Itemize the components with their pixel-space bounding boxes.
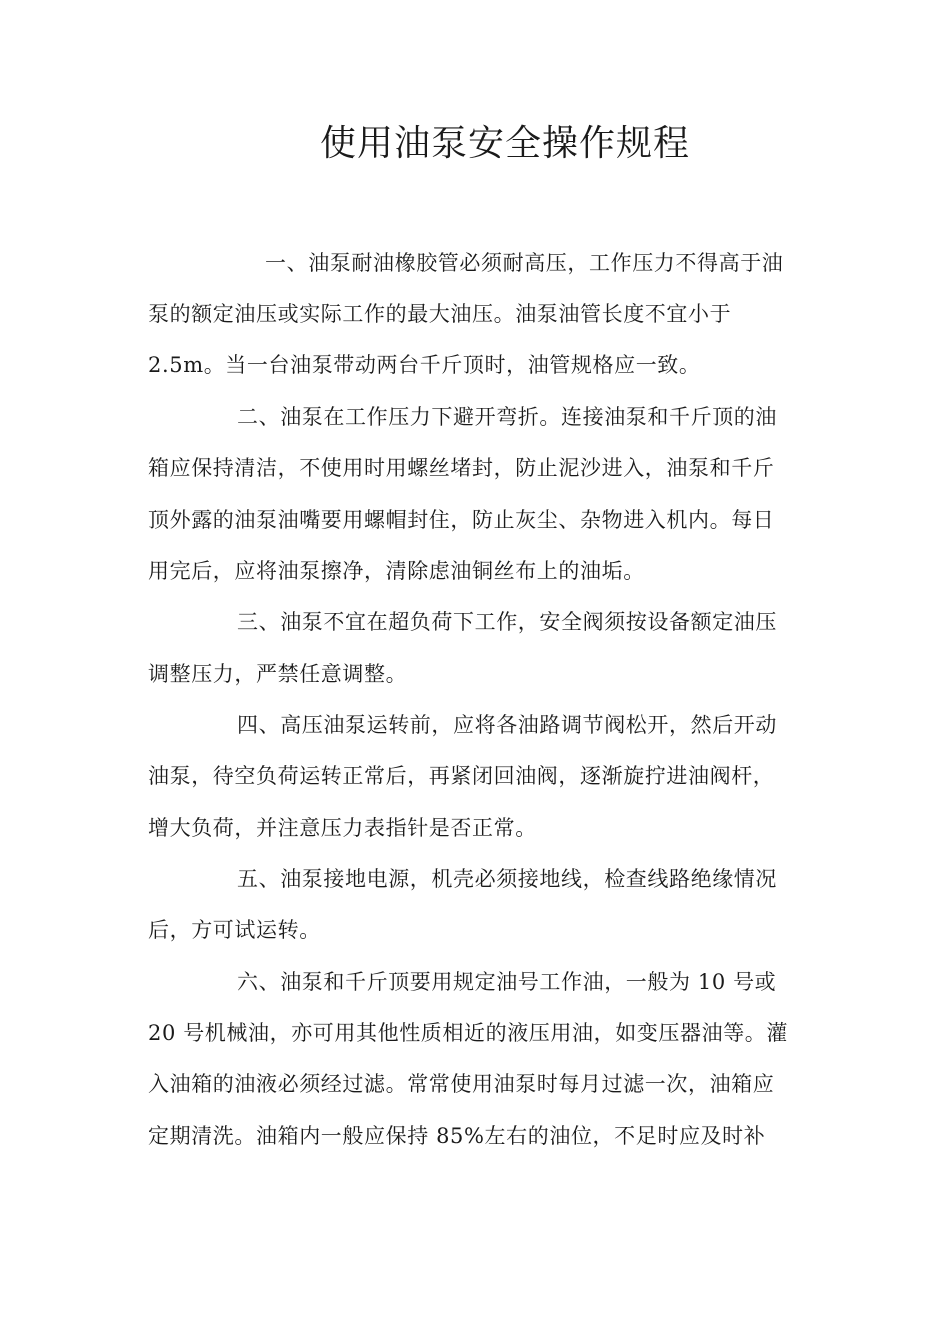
document-title: 使用油泵安全操作规程 [319, 123, 690, 164]
paragraph-1-line-3: 2.5m。当一台油泵带动两台千斤顶时，油管规格应一致。 [148, 353, 701, 377]
paragraph-6-line-3: 入油箱的油液必须经过滤。常常使用油泵时每月过滤一次，油箱应 [148, 1072, 775, 1096]
paragraph-2-line-2: 箱应保持清洁，不使用时用螺丝堵封，防止泥沙进入，油泵和千斤 [148, 456, 775, 480]
paragraph-3-line-1: 三、油泵不宜在超负荷下工作，安全阀须按设备额定油压 [237, 610, 777, 634]
paragraph-2-line-4: 用完后，应将油泵擦净，清除虑油铜丝布上的油垢。 [148, 559, 645, 583]
paragraph-4-line-2: 油泵，待空负荷运转正常后，再紧闭回油阀，逐渐旋拧进油阀杆， [148, 764, 775, 788]
paragraph-4-line-3: 增大负荷，并注意压力表指针是否正常。 [148, 816, 537, 840]
paragraph-6-line-4: 定期清洗。油箱内一般应保持 85%左右的油位，不足时应及时补 [148, 1124, 766, 1148]
paragraph-3-line-2: 调整压力，严禁任意调整。 [148, 662, 408, 686]
paragraph-5-line-1: 五、油泵接地电源，机壳必须接地线，检查线路绝缘情况 [237, 867, 777, 891]
paragraph-6-line-2: 20 号机械油，亦可用其他性质相近的液压用油，如变压器油等。灌 [148, 1021, 788, 1045]
paragraph-1-line-1: 一、油泵耐油橡胶管必须耐高压，工作压力不得高于油 [265, 251, 784, 275]
paragraph-5-line-2: 后，方可试运转。 [148, 918, 321, 942]
paragraph-6-line-1: 六、油泵和千斤顶要用规定油号工作油，一般为 10 号或 [237, 970, 777, 994]
paragraph-2-line-1: 二、油泵在工作压力下避开弯折。连接油泵和千斤顶的油 [237, 405, 777, 429]
paragraph-4-line-1: 四、高压油泵运转前，应将各油路调节阀松开，然后开动 [237, 713, 777, 737]
paragraph-1-line-2: 泵的额定油压或实际工作的最大油压。油泵油管长度不宜小于 [148, 302, 732, 326]
paragraph-2-line-3: 顶外露的油泵油嘴要用螺帽封住，防止灰尘、杂物进入机内。每日 [148, 508, 775, 532]
